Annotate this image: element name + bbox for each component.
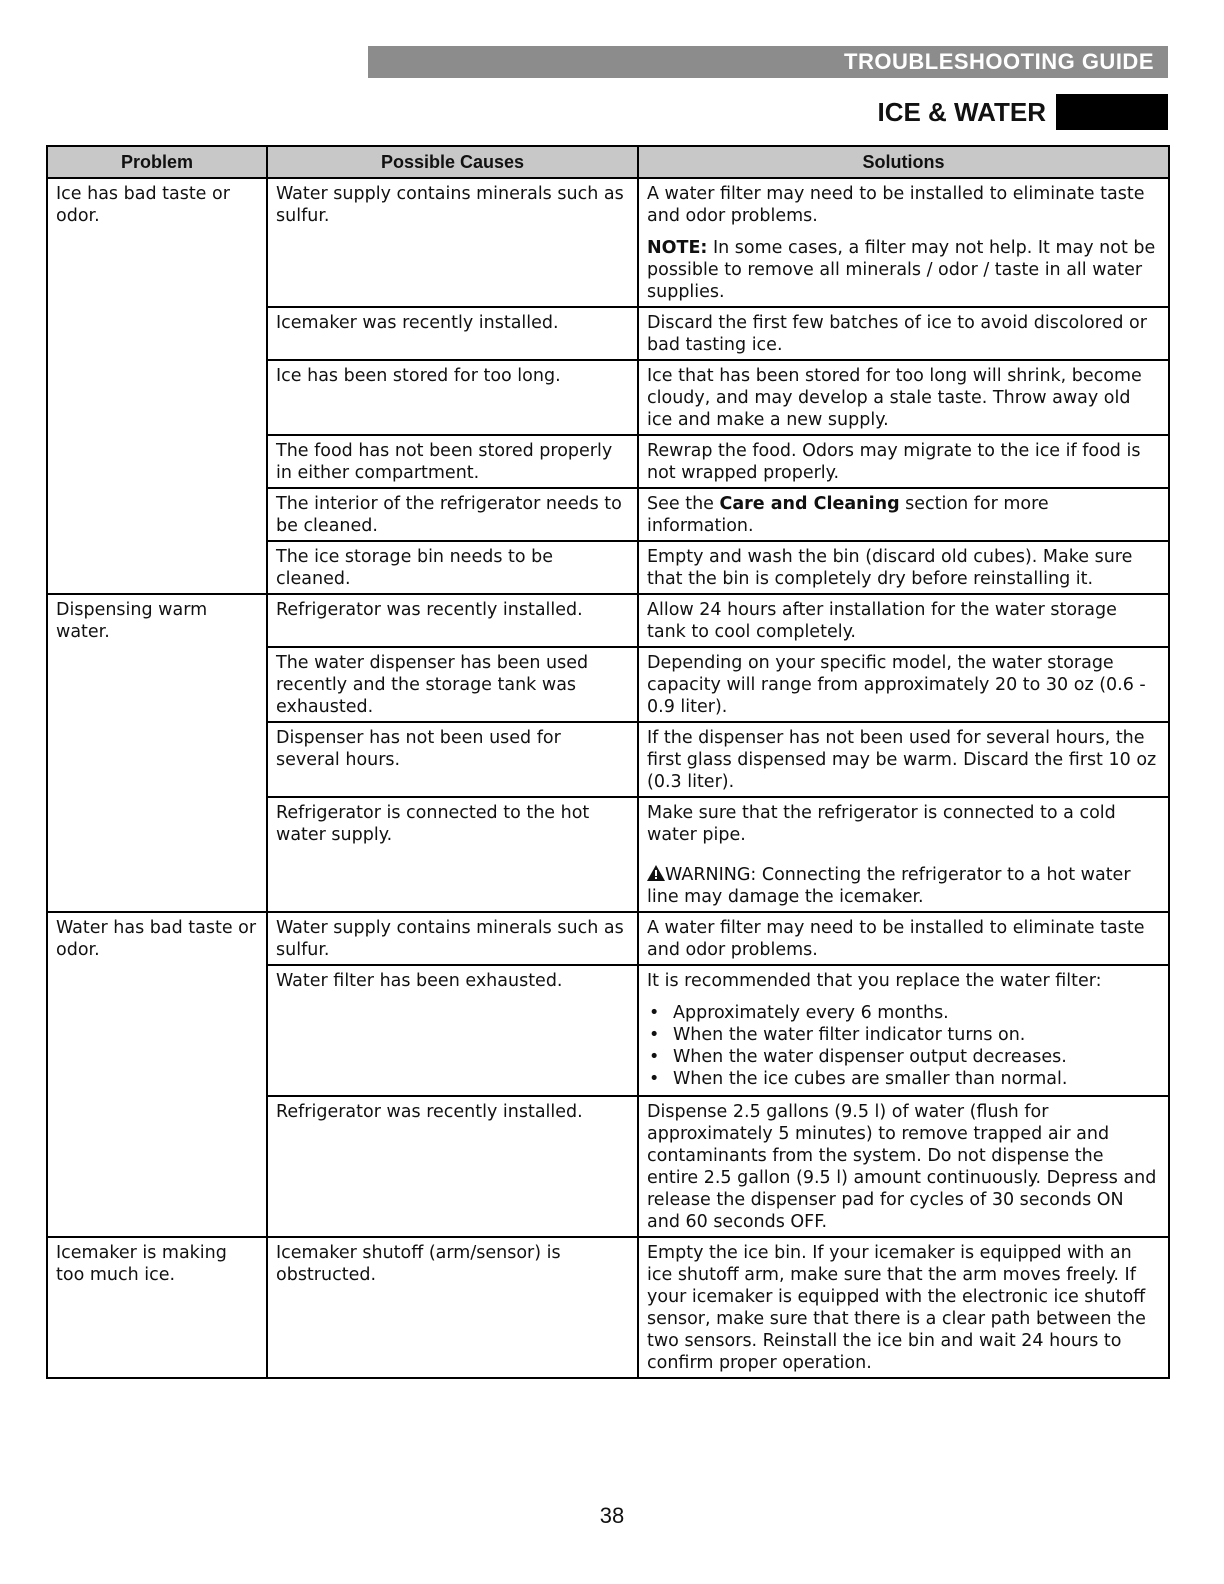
cause-cell: Refrigerator is connected to the hot water supply. bbox=[267, 797, 638, 912]
solution-cell: Empty and wash the bin (discard old cubes). Make sure that the bin is completely dry before reinstalling it. bbox=[638, 541, 1169, 594]
list-item: • When the water filter indicator turns on. bbox=[673, 1024, 1160, 1046]
solution-cell bbox=[638, 488, 1169, 541]
solution-text: It is recommended that you replace the water filter: bbox=[647, 971, 1102, 991]
solution-cell: Ice that has been stored for too long will shrink, become cloudy, and may develop a stale taste. Throw away old ice and make a new supply. bbox=[638, 360, 1169, 435]
cause-cell: The interior of the refrigerator needs to be cleaned. bbox=[267, 488, 638, 541]
section-title bbox=[877, 94, 1168, 130]
note-label: NOTE: bbox=[647, 238, 708, 258]
solution-cell: Rewrap the food. Odors may migrate to the ice if food is not wrapped properly. bbox=[638, 435, 1169, 488]
solution-text: Make sure that the refrigerator is connected to a cold water pipe. bbox=[647, 803, 1116, 845]
cause-cell: Dispenser has not been used for several hours. bbox=[267, 722, 638, 797]
cause-cell: Ice has been stored for too long. bbox=[267, 360, 638, 435]
warning-text: Connecting the refrigerator to a hot water line may damage the icemaker. bbox=[647, 865, 1131, 907]
solution-cell: If the dispenser has not been used for several hours, the first glass dispensed may be warm. Discard the first 10 oz (0.3 liter). bbox=[638, 722, 1169, 797]
table-row bbox=[47, 912, 1169, 965]
problem-cell: Dispensing warm water. bbox=[47, 594, 267, 912]
solution-text-post: section for more information. bbox=[647, 494, 1049, 536]
solution-text-pre: See the bbox=[647, 494, 720, 514]
problem-cell: Ice has bad taste or odor. bbox=[47, 178, 267, 594]
cause-cell: Icemaker shutoff (arm/sensor) is obstructed. bbox=[267, 1237, 638, 1378]
column-header-solutions: Solutions bbox=[638, 146, 1169, 178]
solution-cell: Dispense 2.5 gallons (9.5 l) of water (flush for approximately 5 minutes) to remove trapped air and contaminants from the system. Do not dispense the entire 2.5 gallon (9.5 l) amount continuously. Depress and release the dispenser pad for cycles of 30 seconds ON and 60 seconds OFF. bbox=[638, 1096, 1169, 1237]
replacement-bullet-list bbox=[647, 1002, 1160, 1090]
care-and-cleaning-reference: Care and Cleaning bbox=[719, 494, 900, 514]
cause-cell: Water filter has been exhausted. bbox=[267, 965, 638, 1096]
solution-text: A water filter may need to be installed to eliminate taste and odor problems. bbox=[647, 184, 1145, 226]
table-row bbox=[47, 1237, 1169, 1378]
solution-cell: Discard the first few batches of ice to avoid discolored or bad tasting ice. bbox=[638, 307, 1169, 360]
solution-cell bbox=[638, 178, 1169, 307]
cause-cell: Water supply contains minerals such as sulfur. bbox=[267, 178, 638, 307]
column-header-problem: Problem bbox=[47, 146, 267, 178]
problem-cell: Water has bad taste or odor. bbox=[47, 912, 267, 1237]
cause-cell: The ice storage bin needs to be cleaned. bbox=[267, 541, 638, 594]
page-number: 38 bbox=[599, 1503, 625, 1528]
cause-cell: Refrigerator was recently installed. bbox=[267, 594, 638, 647]
table-row bbox=[47, 594, 1169, 647]
troubleshooting-guide-banner: TROUBLESHOOTING GUIDE bbox=[368, 46, 1168, 78]
solution-cell: Empty the ice bin. If your icemaker is equipped with an ice shutoff arm, make sure that the arm moves freely. If your icemaker is equipped with the electronic ice shutoff sensor, make sure that there is a clear path between the two sensors. Reinstall the ice bin and wait 24 hours to confirm proper operation. bbox=[638, 1237, 1169, 1378]
note bbox=[647, 237, 1160, 303]
section-title-text: ICE & WATER bbox=[877, 96, 1046, 127]
list-item: • When the water dispenser output decreases. bbox=[673, 1046, 1160, 1068]
table-row bbox=[47, 178, 1169, 307]
solution-cell: Depending on your specific model, the water storage capacity will range from approximately 20 to 30 oz (0.6 - 0.9 liter). bbox=[638, 647, 1169, 722]
solution-cell: Allow 24 hours after installation for the water storage tank to cool completely. bbox=[638, 594, 1169, 647]
note-text: In some cases, a filter may not help. It may not be possible to remove all minerals / odor / taste in all water supplies. bbox=[647, 238, 1156, 302]
solution-cell bbox=[638, 965, 1169, 1096]
problem-cell: Icemaker is making too much ice. bbox=[47, 1237, 267, 1378]
table-header-row bbox=[47, 146, 1169, 178]
cause-cell: Icemaker was recently installed. bbox=[267, 307, 638, 360]
cause-cell: Refrigerator was recently installed. bbox=[267, 1096, 638, 1237]
solution-cell: A water filter may need to be installed to eliminate taste and odor problems. bbox=[638, 912, 1169, 965]
cause-cell: The water dispenser has been used recently and the storage tank was exhausted. bbox=[267, 647, 638, 722]
list-item: • Approximately every 6 months. bbox=[673, 1002, 1160, 1024]
warning-icon bbox=[647, 865, 665, 881]
warning bbox=[647, 864, 1160, 908]
list-item: • When the ice cubes are smaller than normal. bbox=[673, 1068, 1160, 1090]
solution-cell bbox=[638, 797, 1169, 912]
troubleshooting-table bbox=[46, 145, 1170, 1379]
column-header-causes: Possible Causes bbox=[267, 146, 638, 178]
section-title-block bbox=[1056, 94, 1168, 130]
cause-cell: Water supply contains minerals such as sulfur. bbox=[267, 912, 638, 965]
warning-label: WARNING: bbox=[665, 865, 757, 885]
cause-cell: The food has not been stored properly in either compartment. bbox=[267, 435, 638, 488]
